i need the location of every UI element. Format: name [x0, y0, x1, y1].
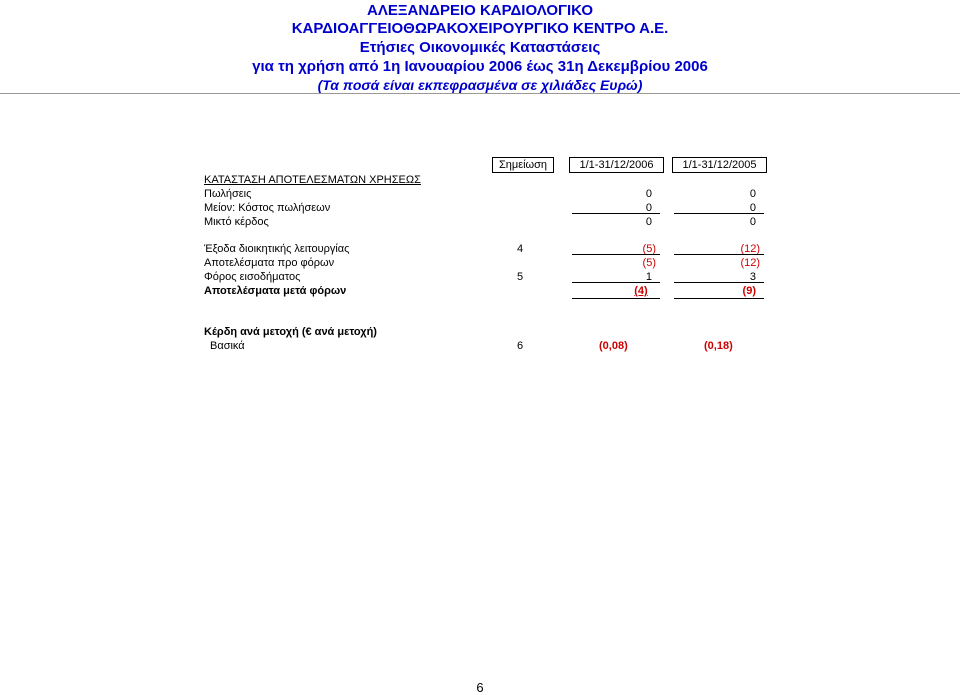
row-sales-2006: 0: [645, 188, 652, 200]
eps-basic-2005: (0,18): [704, 340, 733, 352]
company-name-line1: ΑΛΕΞΑΝΔΡΕΙΟ ΚΑΡΔΙΟΛΟΓΙΚΟ: [367, 2, 593, 19]
subtotal-line: [572, 254, 660, 255]
column-header-note: Σημείωση: [492, 157, 554, 173]
row-admin-expenses-2005: (12): [740, 243, 760, 255]
row-income-tax-note: 5: [517, 271, 524, 283]
row-gross-profit-2006: 0: [645, 216, 652, 228]
total-double-line: [674, 298, 764, 299]
report-period: για τη χρήση από 1η Ιανουαρίου 2006 έως 31η Δεκεμβρίου 2006: [252, 58, 708, 75]
row-sales-2005: 0: [749, 188, 756, 200]
row-income-tax-2005: 3: [749, 271, 756, 283]
report-title: Ετήσιες Οικονομικές Καταστάσεις: [359, 39, 601, 56]
subtotal-line: [674, 254, 764, 255]
row-label-cost-of-sales: Μείον: Κόστος πωλήσεων: [204, 202, 331, 214]
row-label-profit-before-tax: Αποτελέσματα προ φόρων: [204, 257, 335, 269]
row-admin-expenses-2006: (5): [642, 243, 656, 255]
row-cost-of-sales-2005: 0: [749, 202, 756, 214]
row-label-sales: Πωλήσεις: [204, 188, 252, 200]
row-label-income-tax: Φόρος εισοδήματος: [204, 271, 301, 283]
subtotal-line: [674, 213, 764, 214]
row-profit-before-tax-2005: (12): [740, 257, 760, 269]
eps-title: Κέρδη ανά μετοχή (€ ανά μετοχή): [204, 326, 377, 338]
header-divider: [0, 93, 960, 94]
row-income-tax-2006: 1: [645, 271, 652, 283]
row-label-gross-profit: Μικτό κέρδος: [204, 216, 269, 228]
column-header-2006: 1/1-31/12/2006: [569, 157, 664, 173]
page-number: 6: [476, 680, 484, 695]
subtotal-line: [674, 282, 764, 283]
row-label-admin-expenses: Έξοδα διοικητικής λειτουργίας: [204, 243, 350, 255]
total-double-line: [572, 298, 660, 299]
column-header-2005: 1/1-31/12/2005: [672, 157, 767, 173]
subtotal-line: [572, 282, 660, 283]
currency-note: (Τα ποσά είναι εκπεφρασμένα σε χιλιάδες Ευρώ): [317, 77, 643, 93]
row-profit-before-tax-2006: (5): [642, 257, 656, 269]
row-gross-profit-2005: 0: [749, 216, 756, 228]
eps-basic-label: Βασικά: [210, 340, 245, 352]
eps-basic-2006: (0,08): [599, 340, 628, 352]
company-name-line2: ΚΑΡΔΙΟΑΓΓΕΙΟΘΩΡΑΚΟΧΕΙΡΟΥΡΓΙΚΟ ΚΕΝΤΡΟ Α.Ε.: [291, 20, 669, 37]
row-admin-expenses-note: 4: [517, 243, 524, 255]
statement-title: ΚΑΤΑΣΤΑΣΗ ΑΠΟΤΕΛΕΣΜΑΤΩΝ ΧΡΗΣΕΩΣ: [204, 174, 421, 186]
row-profit-after-tax-2005: (9): [742, 285, 756, 297]
subtotal-line: [572, 213, 660, 214]
row-profit-after-tax-2006: (4): [634, 285, 648, 297]
row-label-profit-after-tax: Αποτελέσματα μετά φόρων: [204, 285, 347, 297]
row-cost-of-sales-2006: 0: [645, 202, 652, 214]
eps-note: 6: [517, 340, 524, 352]
